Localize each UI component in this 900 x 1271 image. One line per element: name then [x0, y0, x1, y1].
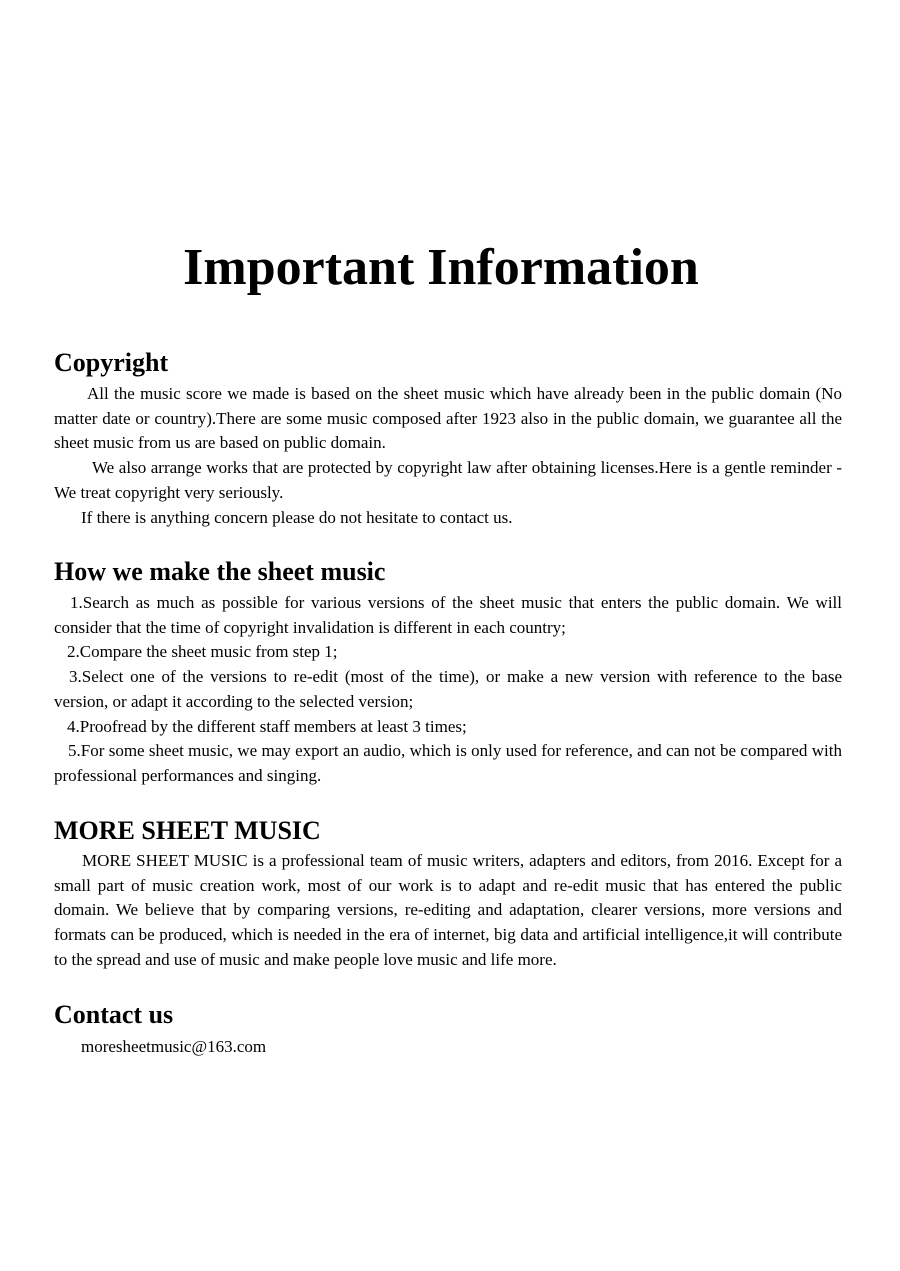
- how-we-make-section: [54, 556, 842, 789]
- contact-heading: Contact us: [54, 1000, 174, 1029]
- page-title: Important Information: [183, 239, 699, 296]
- copyright-paragraph-3: If there is anything concern please do not hesitate to contact us.: [81, 507, 513, 527]
- more-sheet-music-heading: MORE SHEET MUSIC: [54, 816, 321, 845]
- step-1: 1.Search as much as possible for various versions of the sheet music that enters the public domain. We will consider that the time of copyright invalidation is different in each country;: [54, 593, 842, 637]
- contact-section: [54, 999, 842, 1060]
- copyright-paragraph-1: All the music score we made is based on the sheet music which have already been in the public domain (No matter date or country).There are some music composed after 1923 also in the public domain, we guarantee all the sheet music from us are based on public domain.: [54, 384, 842, 453]
- how-we-make-heading: How we make the sheet music: [54, 557, 386, 586]
- contact-email: moresheetmusic@163.com: [81, 1037, 267, 1056]
- more-sheet-music-paragraph: MORE SHEET MUSIC is a professional team of music writers, adapters and editors, from 2016. Except for a small part of music creation work, most of our work is to adapt and re-edit music that has entered the public domain. We believe that by comparing versions, re-editing and adaptation, clearer versions, more versions and formats can be produced, which is needed in the era of internet, big data and artificial intelligence,it will contribute to the spread and use of music and make people love music and life more.: [54, 851, 842, 969]
- copyright-section: [54, 347, 842, 530]
- step-5: 5.For some sheet music, we may export an audio, which is only used for reference, and can not be compared with professional performances and singing.: [54, 741, 842, 785]
- step-3: 3.Select one of the versions to re-edit (most of the time), or make a new version with reference to the base version, or adapt it according to the selected version;: [54, 667, 842, 711]
- step-2: 2.Compare the sheet music from step 1;: [67, 642, 338, 662]
- step-4: 4.Proofread by the different staff members at least 3 times;: [67, 716, 467, 736]
- copyright-heading: Copyright: [54, 348, 169, 377]
- copyright-paragraph-2: We also arrange works that are protected by copyright law after obtaining licenses.Here is a gentle reminder - We treat copyright very seriously.: [54, 458, 842, 502]
- more-sheet-music-section: [54, 815, 842, 973]
